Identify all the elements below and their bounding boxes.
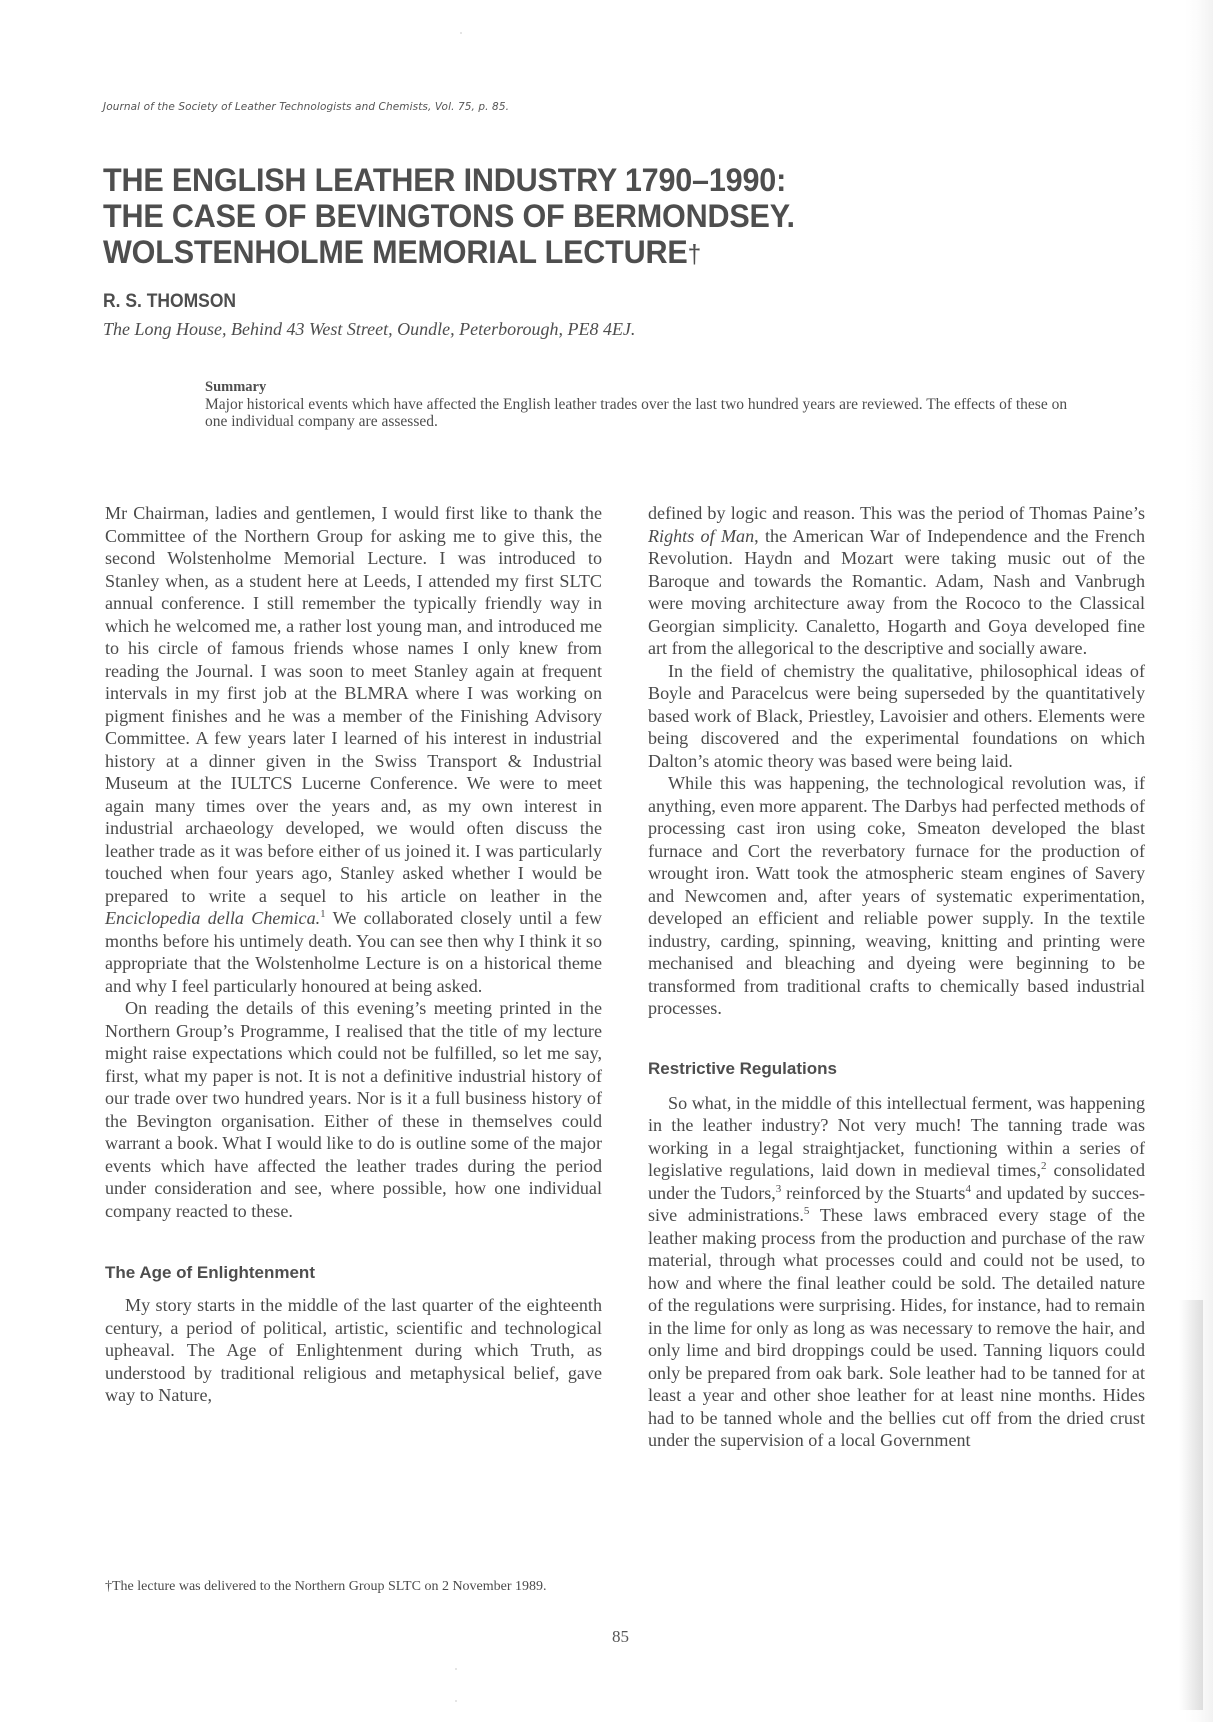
footnote-marker: † xyxy=(105,1579,112,1594)
italic-title: Enciclopedia della Chemica. xyxy=(105,908,321,928)
paragraph xyxy=(105,502,602,997)
section-heading-restrictive-regulations: Restrictive Regulations xyxy=(648,1058,837,1078)
summary-text: Major historical events which have affected the English leather trades over the last two hundred years are reviewed. The effects of these on one individual company are assessed. xyxy=(205,396,1068,430)
paragraph-text: consolidated under the Tudors, xyxy=(648,1160,1145,1203)
summary-heading: Summary xyxy=(205,379,267,395)
footnote-text: The lecture was delivered to the Northern Group SLTC on 2 November 1989. xyxy=(112,1579,547,1594)
paragraph: While this was happening, the technological revolution was, if anything, even more apparent. The Darbys had perfected methods of processing cast iron using coke, Smeaton developed the blast furnace and Cort the reverbatory furnace for the production of wrought iron. Watt took the atmospheric steam engines of Savery and Newcomen and, after years of systematic experimentation, developed an efficient and reliable power supply. In the textile industry, carding, spinning, weaving, knitting and printing were mechanised and bleaching and dyeing were beginning to be transformed from traditional crafts to chemically based industrial processes. xyxy=(648,773,1145,1018)
title-line-1: THE ENGLISH LEATHER INDUSTRY 1790–1990: xyxy=(103,162,787,198)
italic-title: Rights of Man xyxy=(648,525,755,546)
paragraph-text: These laws embraced every stage of the leather making process from the production and purchase of the raw material, through what processes could and could not be used, to how and where the final leather could be sold. The detailed nature of the regulations were surprising. Hides, for instance, had to remain in the lime for only as long as was necessary to remove the hair, and only lime and bird droppings could be used. Tanning liquors could only be prepared from oak bark. Sole leather had to be tanned for at least a year and other shoe leather for at least nine months. Hides had to be tanned whole and the bellies cut off from the dried crust under the supervision of a local Government xyxy=(648,1205,1145,1450)
paragraph-text: reinforced by the Stuarts xyxy=(781,1182,966,1203)
paragraph-text: defined by logic and reason. This was the period of Thomas Paine’s xyxy=(648,503,1145,523)
reference-marker: 4 xyxy=(965,1182,971,1195)
paragraph-text: We collaborated closely until a few months before his untimely death. You can see then why I think it so appropriate that the Wolstenholme Lecture is on a historical theme and why I feel particularly honoured at being asked. xyxy=(105,908,602,996)
paragraph-text: and updated by successive administrations. xyxy=(648,1182,1146,1225)
article-title xyxy=(103,162,1043,272)
paragraph xyxy=(648,1092,1145,1452)
reference-marker: 3 xyxy=(775,1182,782,1195)
scan-speck xyxy=(455,1668,457,1670)
reference-marker: 1 xyxy=(320,907,326,920)
journal-running-head: Journal of the Society of Leather Technologists and Chemists, Vol. 75, p. 85. xyxy=(103,101,510,113)
scan-edge-shadow-bottom xyxy=(1179,1300,1203,1710)
right-column xyxy=(648,502,1145,1452)
scan-speck xyxy=(455,1700,457,1702)
paragraph: In the field of chemistry the qualitative, philosophical ideas of Boyle and Paracelcus were being superseded by the quantitatively based work of Black, Priestley, Lavoisier and others. Elements were being discovered and the experimental foundations on which Dalton’s atomic theory was based were being laid. xyxy=(648,660,1145,771)
paragraph: On reading the details of this evening’s meeting printed in the Northern Group’s Programme, I realised that the title of my lecture might raise expectations which could not be fulfilled, so let me say, first, what my paper is not. It is not a definitive industrial history of our trade over two hundred years. Nor is it a full business history of the Bevington organisation. Either of these in themselves could warrant a book. What I would like to do is outline some of the major events which have affected the leather trades during the period under consideration and see, where possible, how one individual company reacted to these. xyxy=(105,998,602,1221)
author-address: The Long House, Behind 43 West Street, Oundle, Peterborough, PE8 4EJ. xyxy=(103,319,636,339)
scan-speck xyxy=(460,32,462,34)
paragraph-text: , the American War of Independence and the French Revolution. Haydn and Mozart were taking music out of the Baroque and towards the Romantic. Adam, Nash and Vanbrugh were moving architecture away from the Rococo to the Classical Georgian simplicity. Canaletto, Hogarth and Goya developed fine art from the allegorical to the descriptive and socially aware. xyxy=(648,525,1146,658)
page-number: 85 xyxy=(612,1627,629,1646)
paragraph xyxy=(648,502,1145,660)
summary-block xyxy=(205,379,1075,430)
reference-marker: 5 xyxy=(803,1204,810,1217)
dagger-footnote-marker: † xyxy=(687,239,702,269)
title-line-3: WOLSTENHOLME MEMORIAL LECTURE xyxy=(103,234,688,270)
left-column xyxy=(105,502,602,1407)
section-heading-enlightenment: The Age of Enlightenment xyxy=(105,1263,315,1282)
author-name: R. S. THOMSON xyxy=(103,291,237,312)
paragraph: My story starts in the middle of the last quarter of the eighteenth century, a period of political, artistic, scientific and technological upheaval. The Age of Enlightenment during which Truth, as understood by traditional religious and metaphysical belief, gave way to Nature, xyxy=(105,1295,602,1405)
footnote xyxy=(105,1579,602,1596)
reference-marker: 2 xyxy=(1041,1159,1047,1172)
paragraph-text: So what, in the middle of this intellectual ferment, was happening in the leather industry? Not very much! The tanning trade was working in a legal straightjacket, functioning within a series of legislative regulations, laid down in medieval times, xyxy=(648,1092,1145,1180)
paragraph-text: Mr Chairman, ladies and gentlemen, I would first like to thank the Committee of the Northern Group for asking me to give this, the second Wolstenholme Memorial Lecture. I was introduced to Stanley when, as a student here at Leeds, I attended my first SLTC annual conference. I still remember the typically friendly way in which he welcomed me, a rather lost young man, and introduced me to his circle of famous friends whose names I only knew from reading the Journal. I was soon to meet Stanley again at frequent intervals in my first job at the BLMRA where I was working on pigment finishes and he was a member of the Finishing Advisory Committee. A few years later I learned of his interest in industrial history at a dinner given in the Swiss Transport & Industrial Museum at the IULTCS Lucerne Conference. We were to meet again many times over the years and, as my own interest in industrial archaeology developed, we would often discuss the leather trade as it was before either of us joined it. I was particularly touched when four years ago, Stanley asked whether I would be prepared to write a sequel to his article on leather in the xyxy=(105,503,602,906)
title-line-2: THE CASE OF BEVINGTONS OF BERMONDSEY. xyxy=(103,198,795,234)
